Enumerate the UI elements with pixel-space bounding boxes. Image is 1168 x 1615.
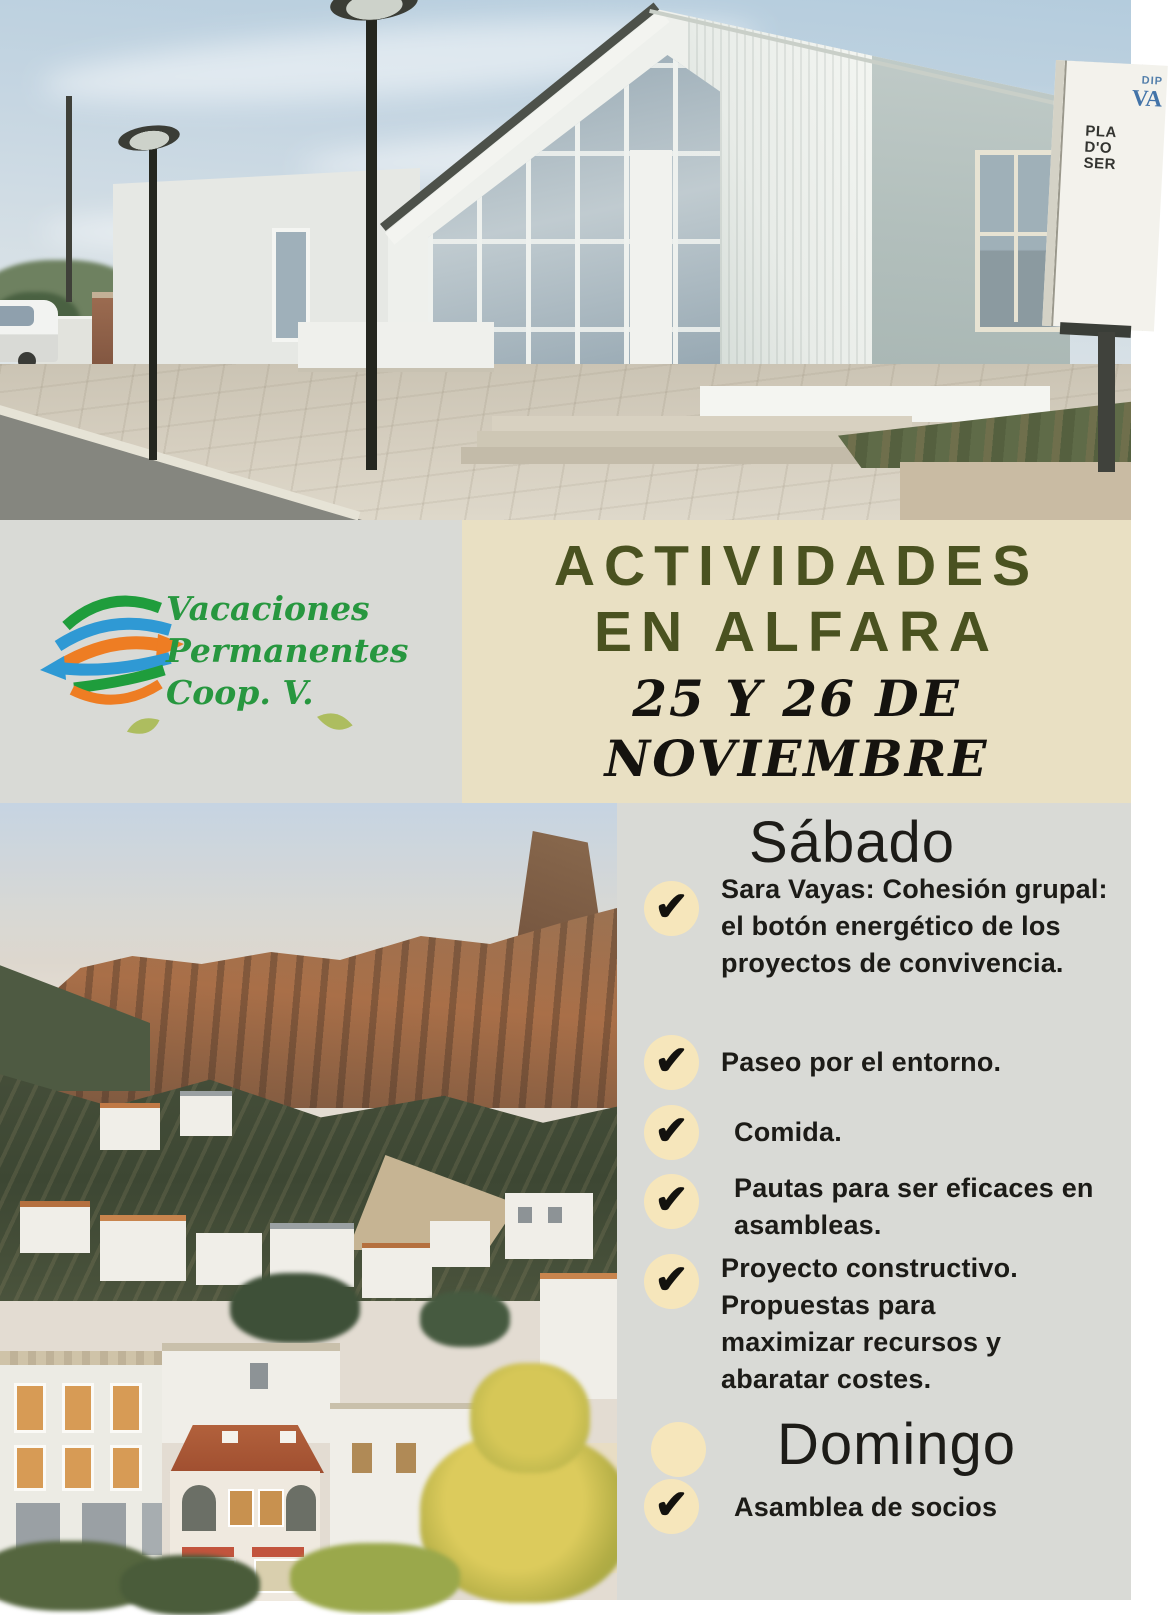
check-circle: [644, 1035, 699, 1090]
house: [20, 1201, 90, 1253]
shuttered-window: [14, 1445, 46, 1491]
trees: [420, 1291, 510, 1347]
hill-house: [505, 1193, 593, 1259]
check-circle: [644, 1105, 699, 1160]
house: [362, 1243, 432, 1298]
window: [250, 1363, 268, 1389]
schedule-item: Comida.: [734, 1117, 842, 1147]
schedule-item: Sara Vayas: Cohesión grupal: el botón energético de los proyectos de convivencia.: [721, 874, 1108, 978]
roof-dormer: [222, 1431, 238, 1443]
streetlight-pole: [149, 140, 157, 460]
title-panel: [462, 520, 1131, 803]
check-icon: ✔: [654, 1482, 689, 1527]
sign-pole: [1098, 332, 1115, 472]
shuttered-window: [62, 1383, 94, 1433]
roof-dormer: [280, 1431, 296, 1443]
streetlight-pole: [366, 6, 377, 470]
sunday-heading: Domingo: [776, 1412, 1017, 1477]
shuttered-window: [228, 1489, 254, 1527]
house: [180, 1091, 232, 1136]
check-circle: [644, 1174, 699, 1229]
poster-date-line2: NOVIEMBRE: [604, 729, 989, 788]
awning: [252, 1547, 304, 1557]
shuttered-window: [110, 1445, 142, 1491]
schedule-item: Pautas para ser eficaces en asambleas.: [734, 1173, 1094, 1240]
car-windshield: [0, 306, 34, 326]
hill-house-window: [548, 1207, 562, 1223]
check-icon: ✔: [654, 1038, 689, 1083]
porch-arch: [182, 1485, 216, 1531]
logo-line: Coop. V.: [166, 673, 314, 712]
check-icon: ✔: [654, 884, 689, 929]
small-pole: [66, 96, 72, 302]
planter-wall: [298, 322, 494, 372]
poster-title-line1: ACTIVIDADES: [553, 534, 1040, 598]
house: [100, 1103, 160, 1150]
gravel: [900, 462, 1131, 520]
leaf-icon: [123, 709, 162, 745]
shuttered-window: [14, 1383, 46, 1433]
logo-line: Vacaciones: [166, 589, 370, 628]
house: [196, 1233, 262, 1285]
house: [430, 1221, 490, 1267]
trees: [230, 1273, 360, 1343]
check-icon: ✔: [654, 1257, 689, 1302]
shuttered-window: [62, 1445, 94, 1491]
shuttered-window: [110, 1383, 142, 1433]
logo-panel: [0, 520, 462, 803]
logo-line: Permanentes: [166, 631, 409, 670]
yellow-tree: [470, 1363, 590, 1473]
village-photo: [0, 803, 617, 1600]
building-photo: [0, 0, 1164, 520]
check-circle: [644, 1254, 699, 1309]
schedule-panel: [617, 803, 1131, 1600]
check-icon: ✔: [654, 1177, 689, 1222]
sign-text: PLA D'O SER: [1083, 122, 1118, 174]
sign-text: VA: [1131, 85, 1163, 112]
saturday-heading: Sábado: [749, 810, 955, 875]
hill-house-window: [518, 1207, 532, 1223]
logo-wordmark: [166, 588, 408, 714]
sign-text: DIP: [1141, 74, 1164, 88]
green-bush: [120, 1555, 260, 1615]
check-icon: ✔: [654, 1108, 689, 1153]
house: [100, 1215, 186, 1281]
schedule-item: Proyecto constructivo. Propuestas para maximizar recursos y abaratar costes.: [721, 1253, 1018, 1394]
yellow-bush: [290, 1543, 460, 1613]
step: [492, 416, 912, 431]
check-circle: [644, 881, 699, 936]
billboard-sign: [1042, 60, 1168, 331]
poster-title-line2: EN ALFARA: [593, 600, 1000, 664]
schedule-item: Asamblea de socios: [734, 1492, 998, 1522]
window: [352, 1443, 372, 1473]
schedule-item: Paseo por el entorno.: [721, 1047, 1002, 1077]
window-mullion: [1014, 150, 1018, 322]
shuttered-window: [258, 1489, 284, 1527]
poster-date-line1: 25 Y 26 DE: [632, 669, 961, 728]
window: [396, 1443, 416, 1473]
check-circle: [644, 1479, 699, 1534]
porch-arch: [286, 1485, 316, 1531]
logo-globe-icon: [38, 580, 186, 716]
garage-door: [142, 1503, 162, 1555]
